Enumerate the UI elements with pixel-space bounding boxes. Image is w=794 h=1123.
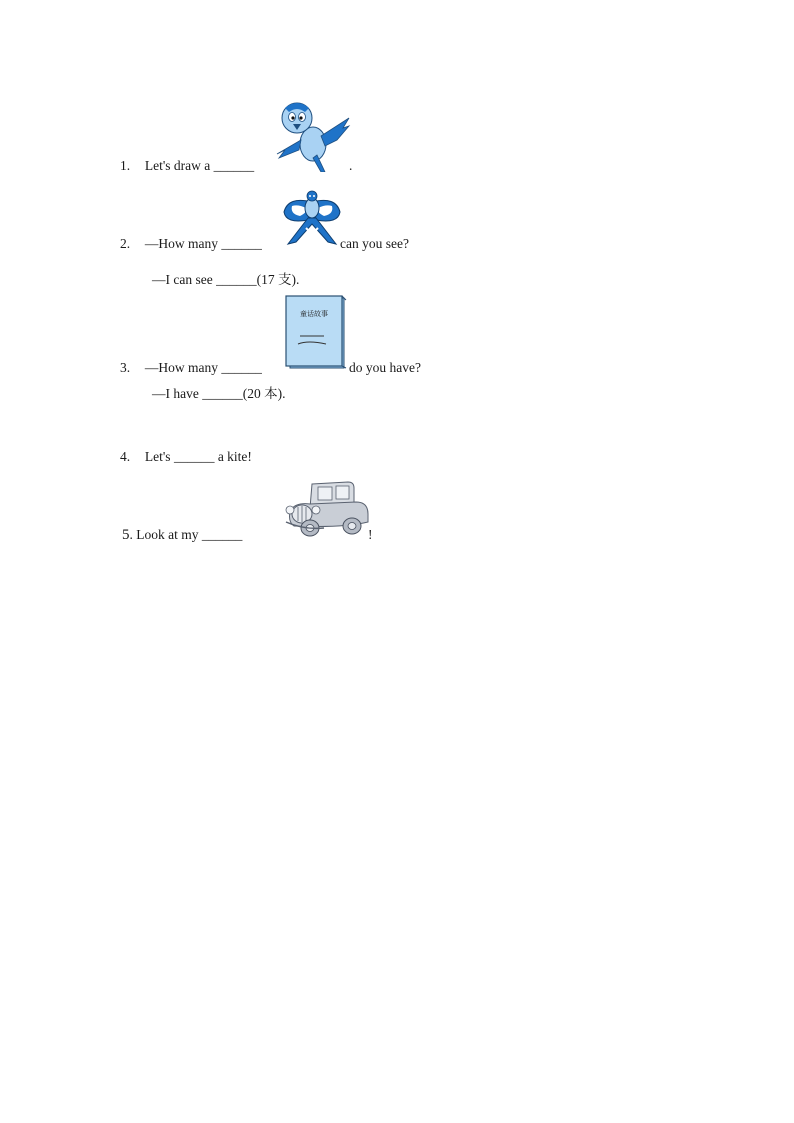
question-number-dot: . [129,527,133,542]
question-4 [120,448,252,466]
bird-icon [275,100,351,172]
question-3-end [349,359,421,377]
question-2-end [340,235,409,253]
answer-blank: ______ [221,236,262,251]
answer-text: —I have [152,386,203,401]
answer-blank: ______ [173,449,215,464]
question-number: 2. [120,236,131,251]
question-number: 5 [122,527,130,543]
question-text-end: . [349,158,353,173]
answer-blank: ______ [213,158,255,173]
question-text-end: do you have? [349,360,421,375]
question-text-end: ! [368,527,373,542]
question-5 [122,526,242,544]
answer-hint: (17 支). [256,272,300,287]
question-text: Let's draw a [144,158,214,173]
book-title: 童话故事 [300,310,328,318]
answer-blank: ______ [216,272,257,287]
car-icon [284,478,372,540]
question-number: 1. [120,158,131,173]
question-3 [120,359,262,377]
answer-blank: ______ [202,386,243,401]
answer-blank: ______ [221,360,262,375]
answer-hint: (20 本). [242,386,286,401]
kite-icon [282,188,342,248]
answer-2 [152,271,299,289]
question-2 [120,235,262,253]
question-text-end: a kite! [214,449,252,464]
question-text: —How many [144,236,222,251]
storybook-icon [284,294,348,370]
question-text: Let's [144,449,174,464]
question-text-end: can you see? [340,236,409,251]
question-1 [120,157,254,175]
question-text: —How many [144,360,222,375]
answer-3 [152,385,285,403]
question-number: 3. [120,360,131,375]
question-text: Look at my [136,527,202,542]
question-number: 4. [120,449,131,464]
answer-blank: ______ [201,527,243,542]
answer-text: —I can see [152,272,217,287]
